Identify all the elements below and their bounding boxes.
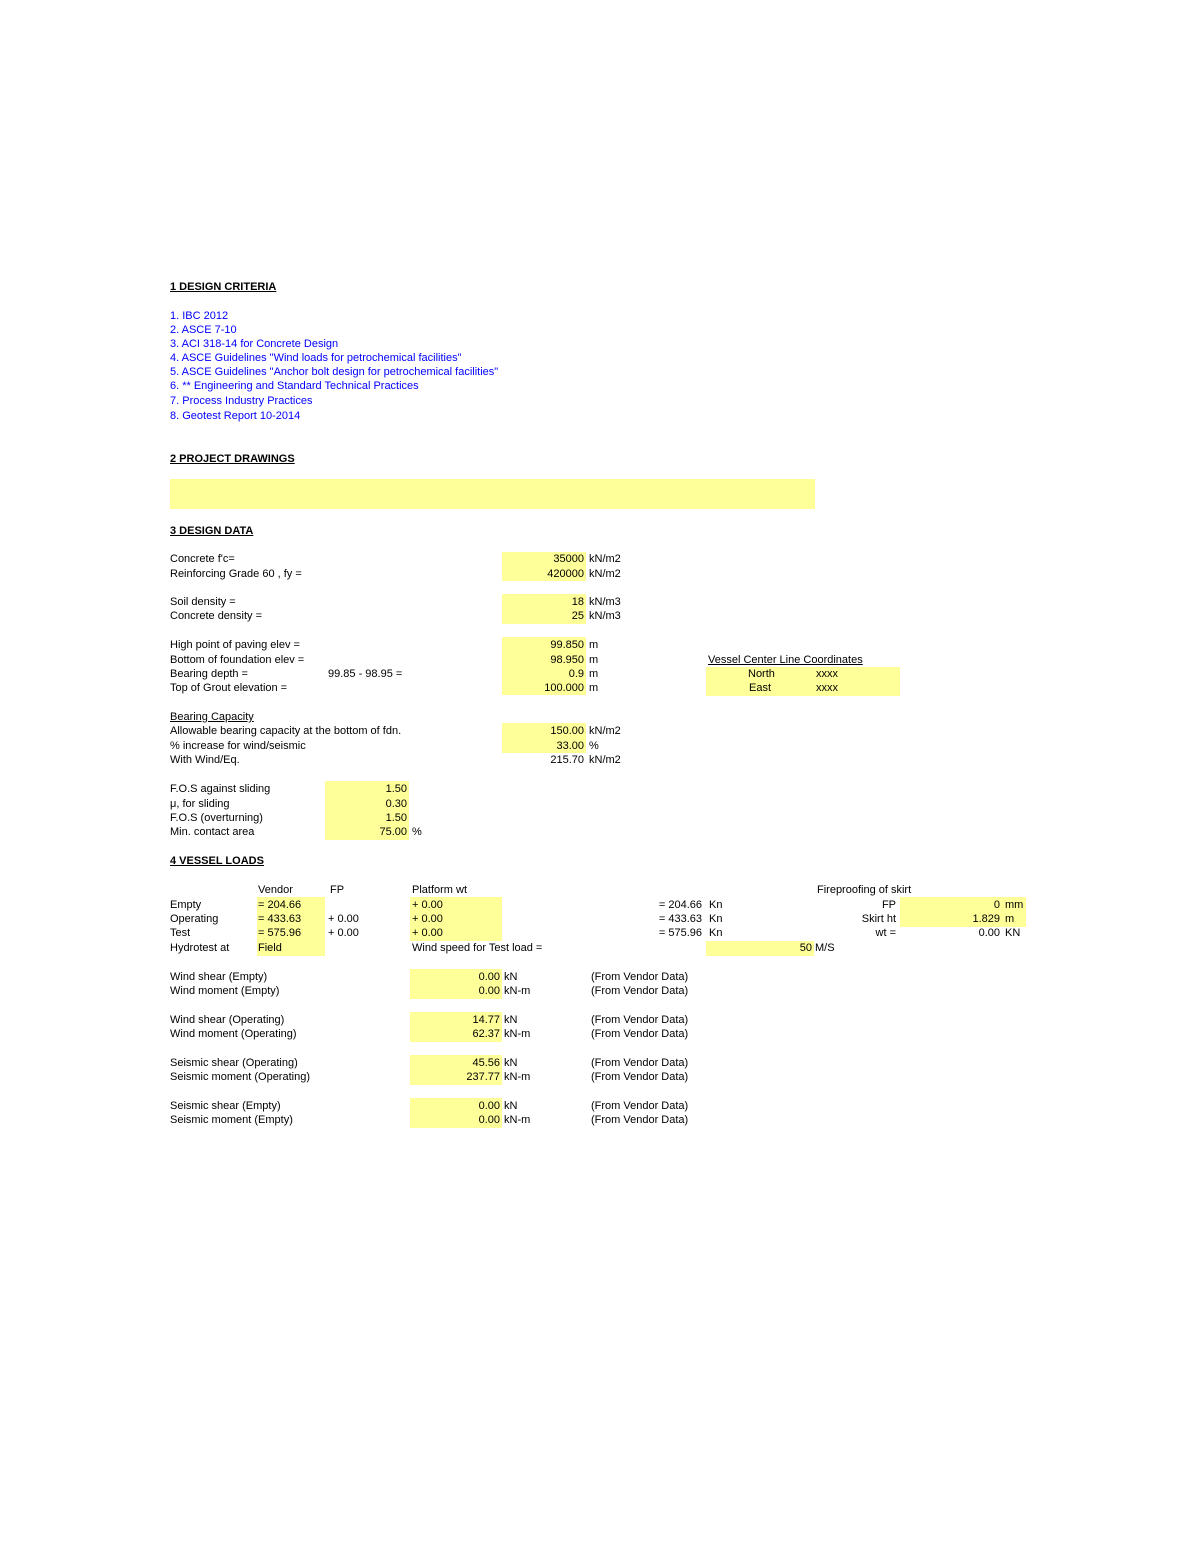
- section-project-drawings: 2 PROJECT DRAWINGS: [170, 453, 295, 465]
- force-label: Seismic moment (Operating): [170, 1071, 310, 1083]
- force-value[interactable]: 237.77: [466, 1071, 500, 1083]
- force-source: (From Vendor Data): [591, 971, 689, 983]
- increase-label: % increase for wind/seismic: [170, 740, 306, 752]
- load-row-platform[interactable]: + 0.00: [412, 913, 443, 925]
- fc-label: Concrete f'c=: [170, 553, 235, 565]
- high-point-value[interactable]: 99.850: [550, 639, 584, 651]
- criteria-item: 8. Geotest Report 10-2014: [170, 410, 301, 422]
- criteria-item: 5. ASCE Guidelines "Anchor bolt design for petrochemical facilities": [170, 366, 499, 378]
- fy-label: Reinforcing Grade 60 , fy =: [170, 568, 302, 580]
- fp-thickness-value[interactable]: 0: [993, 899, 1000, 911]
- force-unit: kN-m: [504, 985, 531, 997]
- soil-density-unit: kN/m3: [589, 596, 621, 608]
- hydrotest-value[interactable]: Field: [258, 942, 282, 954]
- soil-density-value[interactable]: 18: [571, 596, 584, 608]
- force-value[interactable]: 0.00: [478, 1114, 500, 1126]
- load-row-vendor[interactable]: = 433.63: [258, 913, 302, 925]
- load-row-vendor[interactable]: = 204.66: [258, 899, 302, 911]
- load-row-label: Operating: [170, 913, 219, 925]
- allowable-bearing-value[interactable]: 150.00: [550, 725, 584, 737]
- bearing-capacity-title: Bearing Capacity: [170, 711, 254, 723]
- allowable-bearing-unit: kN/m2: [589, 725, 621, 737]
- force-source: (From Vendor Data): [591, 1100, 689, 1112]
- wind-speed-label: Wind speed for Test load =: [412, 942, 543, 954]
- load-row-fp: + 0.00: [328, 913, 359, 925]
- with-wind-value: 215.70: [550, 754, 584, 766]
- north-value[interactable]: xxxx: [816, 668, 838, 680]
- force-value[interactable]: 62.37: [472, 1028, 500, 1040]
- fy-unit: kN/m2: [589, 568, 621, 580]
- skirt-height-label: Skirt ht: [861, 913, 896, 925]
- load-row-unit: Kn: [709, 927, 723, 939]
- criteria-item: 7. Process Industry Practices: [170, 395, 313, 407]
- force-unit: kN-m: [504, 1114, 531, 1126]
- header-platform: Platform wt: [412, 884, 468, 896]
- increase-unit: %: [589, 740, 599, 752]
- east-label: East: [749, 682, 772, 694]
- bearing-depth-label: Bearing depth =: [170, 668, 248, 680]
- fp-weight-label: wt =: [875, 927, 896, 939]
- wind-speed-unit: M/S: [815, 942, 835, 954]
- force-source: (From Vendor Data): [591, 1071, 689, 1083]
- force-source: (From Vendor Data): [591, 1114, 689, 1126]
- force-value[interactable]: 0.00: [478, 985, 500, 997]
- mu-sliding-label: μ, for sliding: [170, 798, 230, 810]
- force-unit: kN: [504, 1057, 518, 1069]
- fos-sliding-value[interactable]: 1.50: [385, 783, 407, 795]
- section-vessel-loads: 4 VESSEL LOADS: [170, 855, 264, 867]
- force-source: (From Vendor Data): [591, 1014, 689, 1026]
- load-row-unit: Kn: [709, 899, 723, 911]
- increase-value[interactable]: 33.00: [556, 740, 584, 752]
- with-wind-label: With Wind/Eq.: [170, 754, 240, 766]
- bearing-depth-formula: 99.85 - 98.95 =: [328, 668, 403, 680]
- force-label: Wind shear (Empty): [170, 971, 268, 983]
- load-row-platform[interactable]: + 0.00: [412, 899, 443, 911]
- bottom-foundation-value[interactable]: 98.950: [550, 654, 584, 666]
- skirt-height-value[interactable]: 1.829: [972, 913, 1000, 925]
- criteria-item: 3. ACI 318-14 for Concrete Design: [170, 338, 339, 350]
- concrete-density-value[interactable]: 25: [571, 610, 584, 622]
- load-row-total: = 204.66: [658, 899, 702, 911]
- force-unit: kN-m: [504, 1028, 531, 1040]
- soil-density-label: Soil density =: [170, 596, 236, 608]
- fy-value[interactable]: 420000: [547, 568, 584, 580]
- force-label: Wind moment (Empty): [170, 985, 280, 997]
- load-row-fp: + 0.00: [328, 927, 359, 939]
- fp-thickness-label: FP: [881, 899, 896, 911]
- criteria-item: 1. IBC 2012: [170, 310, 229, 322]
- fp-weight-value: 0.00: [978, 927, 1000, 939]
- mu-sliding-value[interactable]: 0.30: [385, 798, 407, 810]
- force-label: Seismic shear (Empty): [170, 1100, 281, 1112]
- header-fireproofing: Fireproofing of skirt: [817, 884, 912, 896]
- load-row-vendor[interactable]: = 575.96: [258, 927, 302, 939]
- load-row-label: Empty: [170, 899, 202, 911]
- high-point-unit: m: [589, 639, 599, 651]
- load-row-platform[interactable]: + 0.00: [412, 927, 443, 939]
- force-value[interactable]: 14.77: [472, 1014, 500, 1026]
- top-grout-unit: m: [589, 682, 599, 694]
- allowable-bearing-label: Allowable bearing capacity at the bottom of fdn.: [170, 725, 402, 737]
- skirt-height-unit: m: [1005, 913, 1015, 925]
- force-source: (From Vendor Data): [591, 985, 689, 997]
- force-unit: kN: [504, 1014, 518, 1026]
- force-unit: kN: [504, 1100, 518, 1112]
- force-value[interactable]: 0.00: [478, 971, 500, 983]
- fc-value[interactable]: 35000: [553, 553, 584, 565]
- fp-weight-unit: KN: [1005, 927, 1021, 939]
- force-source: (From Vendor Data): [591, 1028, 689, 1040]
- section-design-criteria: 1 DESIGN CRITERIA: [170, 281, 277, 293]
- load-row-total: = 433.63: [658, 913, 702, 925]
- header-fp: FP: [330, 884, 345, 896]
- header-vendor: Vendor: [258, 884, 293, 896]
- criteria-item: 6. ** Engineering and Standard Technical Practices: [170, 380, 419, 392]
- force-value[interactable]: 45.56: [472, 1057, 500, 1069]
- force-value[interactable]: 0.00: [478, 1100, 500, 1112]
- fos-sliding-label: F.O.S against sliding: [170, 783, 271, 795]
- bottom-foundation-unit: m: [589, 654, 599, 666]
- criteria-item: 2. ASCE 7-10: [170, 324, 237, 336]
- min-contact-value[interactable]: 75.00: [379, 826, 407, 838]
- bearing-depth-value: 0.9: [568, 668, 584, 680]
- force-unit: kN-m: [504, 1071, 531, 1083]
- section-design-data: 3 DESIGN DATA: [170, 525, 254, 537]
- concrete-density-label: Concrete density =: [170, 610, 263, 622]
- force-label: Wind shear (Operating): [170, 1014, 285, 1026]
- fc-unit: kN/m2: [589, 553, 621, 565]
- force-label: Wind moment (Operating): [170, 1028, 297, 1040]
- load-row-total: = 575.96: [658, 927, 702, 939]
- coordinates-fill: [706, 667, 900, 696]
- east-value[interactable]: xxxx: [816, 682, 838, 694]
- force-label: Seismic moment (Empty): [170, 1114, 293, 1126]
- fos-overturning-value[interactable]: 1.50: [385, 812, 407, 824]
- force-unit: kN: [504, 971, 518, 983]
- coordinates-title: Vessel Center Line Coordinates: [708, 654, 863, 666]
- top-grout-label: Top of Grout elevation =: [170, 682, 288, 694]
- load-row-label: Test: [170, 927, 191, 939]
- project-drawings-input[interactable]: [170, 479, 815, 509]
- fp-thickness-unit: mm: [1005, 899, 1024, 911]
- hydrotest-label: Hydrotest at: [170, 942, 230, 954]
- load-row-unit: Kn: [709, 913, 723, 925]
- fos-overturning-label: F.O.S (overturning): [170, 812, 263, 824]
- criteria-item: 4. ASCE Guidelines "Wind loads for petrochemical facilities": [170, 352, 462, 364]
- min-contact-unit: %: [412, 826, 422, 838]
- high-point-label: High point of paving elev =: [170, 639, 300, 651]
- bottom-foundation-label: Bottom of foundation elev =: [170, 654, 305, 666]
- with-wind-unit: kN/m2: [589, 754, 621, 766]
- min-contact-label: Min. contact area: [170, 826, 255, 838]
- north-label: North: [748, 668, 775, 680]
- force-label: Seismic shear (Operating): [170, 1057, 298, 1069]
- wind-speed-value[interactable]: 50: [799, 942, 812, 954]
- bearing-depth-unit: m: [589, 668, 599, 680]
- force-source: (From Vendor Data): [591, 1057, 689, 1069]
- top-grout-value[interactable]: 100.000: [544, 682, 584, 694]
- concrete-density-unit: kN/m3: [589, 610, 621, 622]
